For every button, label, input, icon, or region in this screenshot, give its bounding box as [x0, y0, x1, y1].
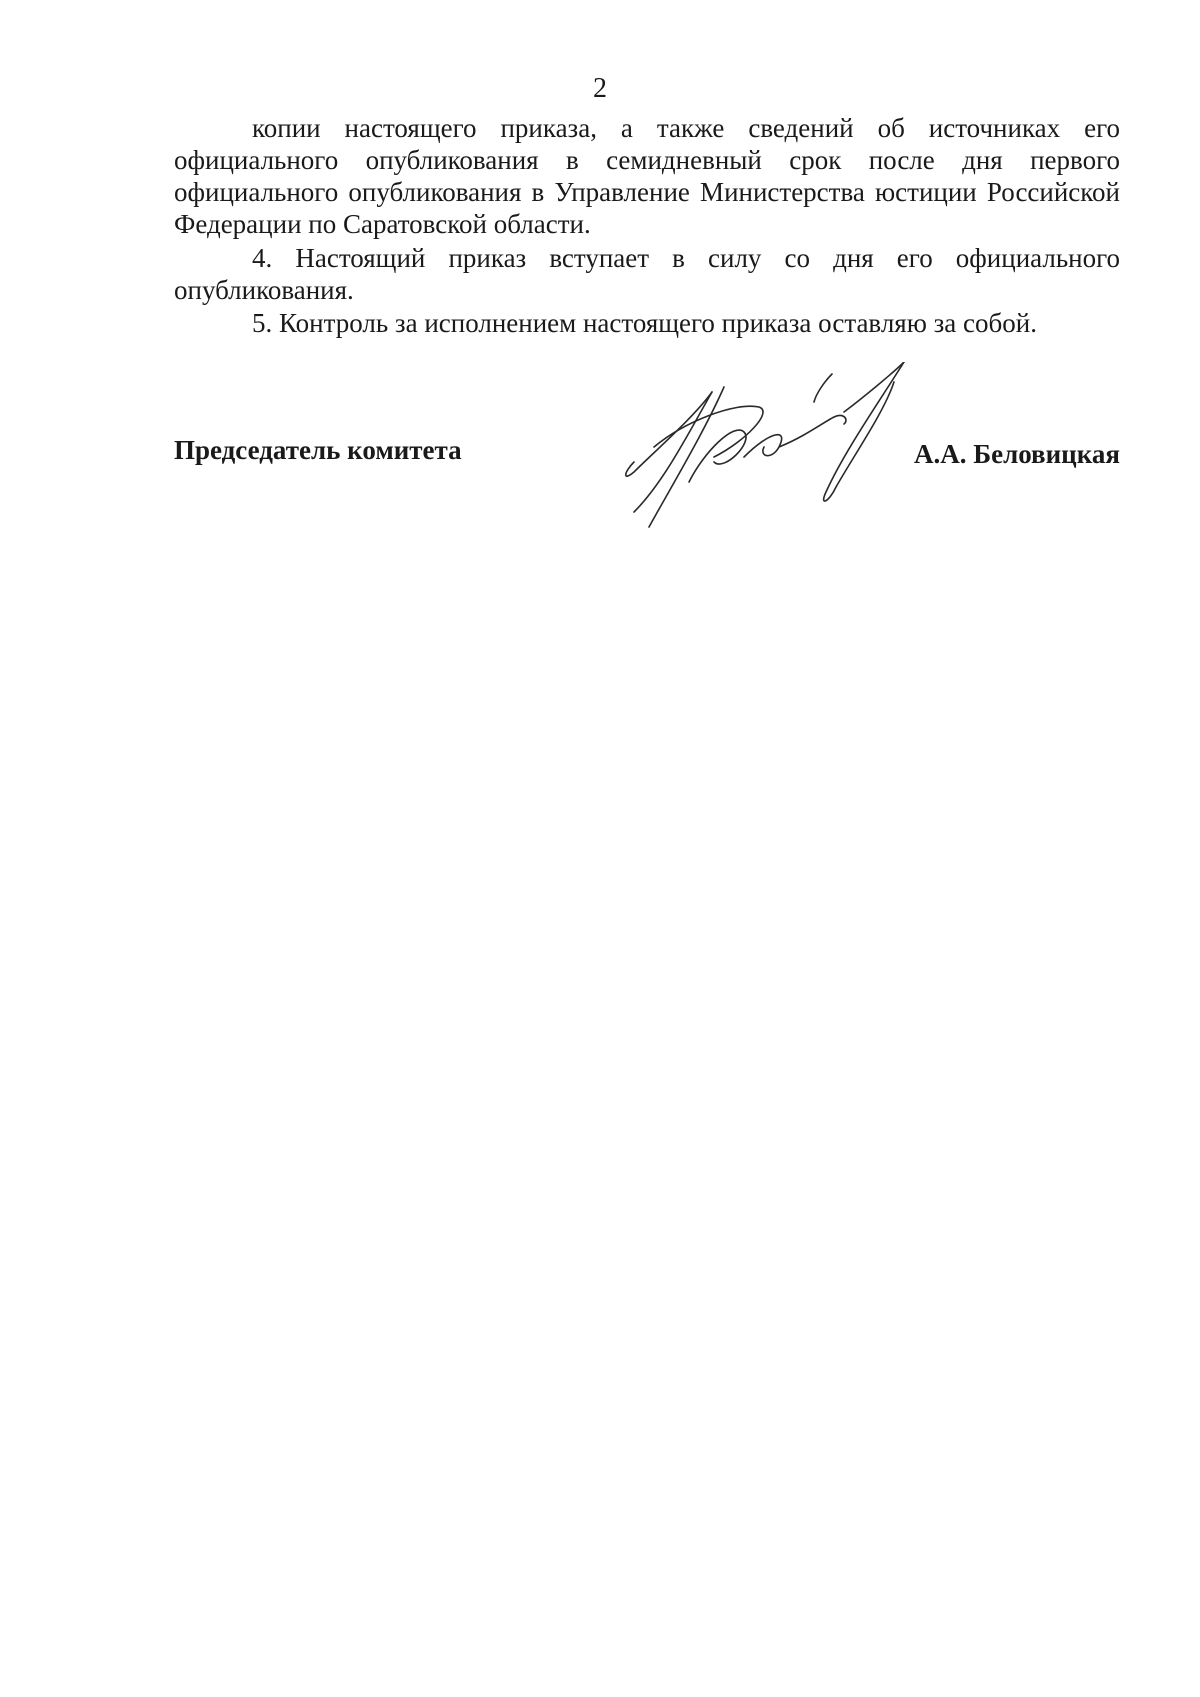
signatory-title: Председатель комитета — [174, 435, 462, 465]
paragraph-item-5: 5. Контроль за исполнением настоящего приказа оставляю за собой. — [252, 308, 1037, 338]
signature-block — [174, 362, 1120, 532]
paragraph-continuation: копии настоящего приказа, а также сведений об источниках его официального опубликования в семидневный срок после дня первого официального опубликования в Управление Министерства юстиции Российской Федерации по Саратовской области. — [174, 113, 1120, 239]
page-number: 2 — [593, 73, 607, 104]
paragraph-item-4: 4. Настоящий приказ вступает в силу со дня его официального опубликования. — [174, 243, 1120, 305]
signatory-name: А.А. Беловицкая — [913, 439, 1120, 469]
